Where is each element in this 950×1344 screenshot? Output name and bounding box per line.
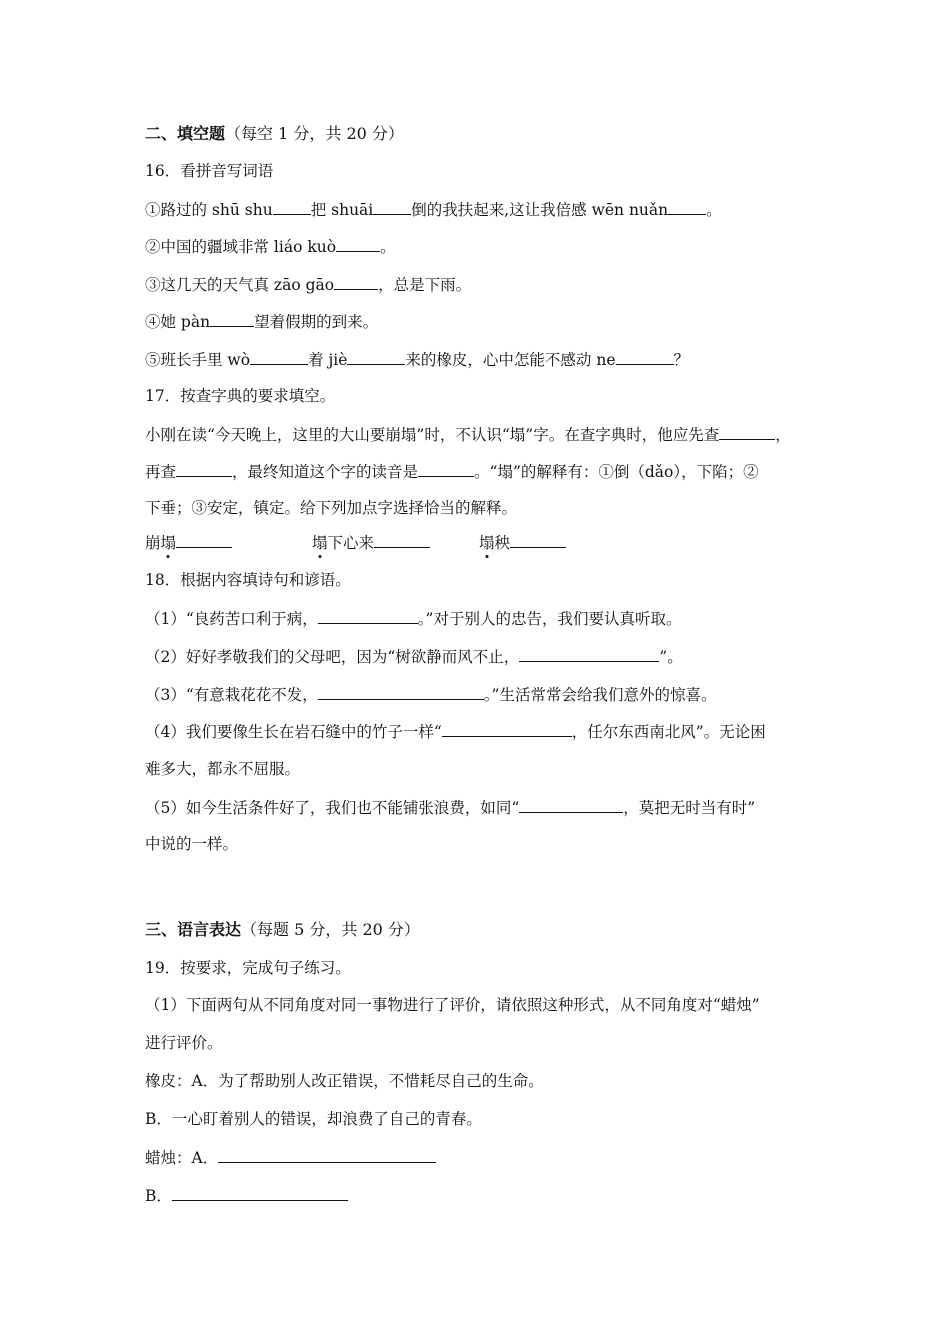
- q18-2-blank[interactable]: [519, 646, 659, 662]
- q18-5-text-b: ，莫把无时当有时”: [623, 799, 756, 817]
- q16-3-text-b: ，总是下雨。: [378, 276, 472, 294]
- q18-1-text-a: （1）“良药苦口利于病，: [145, 610, 318, 628]
- q16-1-blank-3[interactable]: [668, 199, 706, 215]
- q19-example-b: B．一心盯着别人的错误，却浪费了自己的青春。: [145, 1110, 482, 1128]
- q17-word-2: [312, 532, 430, 553]
- q19-prompt-1: （1）下面两句从不同角度对同一事物进行了评价，请依照这种形式，从不同角度对“蜡烛”: [145, 996, 760, 1014]
- q16-4-text-b: 望着假期的到来。: [254, 313, 379, 331]
- q17-word-2-rest: 下心来: [327, 534, 375, 552]
- q17-2-text-a: 再查: [145, 463, 177, 481]
- q18-title: 18．根据内容填诗句和谚语。: [145, 571, 351, 589]
- q16-line-3: [145, 274, 810, 295]
- q19-answer-b: [145, 1185, 810, 1206]
- q17-1-text-a: 小刚在读“今天晚上，这里的大山要崩塌”时，不认识“塌”字。在查字典时，他应先查: [145, 426, 720, 444]
- q19-answer-a-label: 蜡烛：A．: [145, 1149, 219, 1167]
- q18-item-4: [145, 721, 810, 742]
- q17-blank-strokes[interactable]: [176, 461, 232, 477]
- q19-title: 19．按要求，完成句子练习。: [145, 959, 351, 977]
- q19-answer-a-blank[interactable]: [218, 1147, 436, 1163]
- q18-item-5: [145, 797, 810, 818]
- q17-words-row: [145, 532, 810, 554]
- q16-5-text-d: ？: [673, 351, 690, 369]
- q16-4-blank[interactable]: [210, 311, 254, 327]
- q18-4-text-a: （4）我们要像生长在岩石缝中的竹子一样“: [145, 723, 442, 741]
- q16-1-text-b: 把 shuāi: [310, 201, 374, 219]
- q17-blank-reading[interactable]: [418, 461, 474, 477]
- q16-5-text-c: 来的橡皮，心中怎能不感动 ne: [405, 351, 616, 369]
- q17-line-1: [145, 424, 810, 445]
- q18-3-blank[interactable]: [318, 684, 484, 700]
- q17-word-1-dotted-char: 塌: [160, 534, 177, 552]
- q16-5-blank-3[interactable]: [616, 349, 674, 365]
- q17-word-1-blank[interactable]: [176, 532, 232, 548]
- q16-3-text-a: ③这几天的天气真 zāo gāo: [145, 276, 335, 294]
- section-3-heading: [145, 920, 810, 940]
- q18-3-text-b: 。”生活常常会给我们意外的惊喜。: [483, 686, 717, 704]
- section-2-heading: [145, 124, 810, 144]
- q16-5-text-a: ⑤班长手里 wò: [145, 351, 251, 369]
- q16-2-blank[interactable]: [336, 236, 380, 252]
- q17-2-text-c: 。“塌”的解释有：①倒（dǎo），下陷；②: [474, 463, 759, 481]
- q18-1-text-b: 。”对于别人的忠告，我们要认真听取。: [417, 610, 682, 628]
- q18-3-text-a: （3）“有意栽花花不发，: [145, 686, 318, 704]
- q16-line-5: [145, 349, 810, 370]
- q17-2-text-b: ，最终知道这个字的读音是: [232, 463, 419, 481]
- q19-example-a: 橡皮：A．为了帮助别人改正错误，不惜耗尽自己的生命。: [145, 1072, 544, 1090]
- q18-item-4-cont: 难多大，都永不屈服。: [145, 760, 301, 778]
- q17-word-3-blank[interactable]: [510, 532, 566, 548]
- q16-1-blank-2[interactable]: [373, 199, 411, 215]
- q18-item-5-cont: 中说的一样。: [145, 835, 239, 853]
- q18-2-text-b: ”。: [659, 648, 683, 666]
- q18-4-blank[interactable]: [442, 721, 572, 737]
- q16-1-text-a: ①路过的 shū shu: [145, 201, 273, 219]
- q17-word-2-dotted-char: 塌: [312, 534, 328, 552]
- q16-1-blank-1[interactable]: [273, 199, 311, 215]
- q16-line-4: [145, 311, 810, 332]
- q19-answer-b-blank[interactable]: [172, 1185, 348, 1201]
- q18-2-text-a: （2）好好孝敬我们的父母吧，因为“树欲静而风不止，: [145, 648, 520, 666]
- q17-word-1: [145, 532, 232, 553]
- q16-5-text-b: 着 jiè: [308, 351, 348, 369]
- q17-title: 17．按查字典的要求填空。: [145, 387, 336, 405]
- q16-3-blank[interactable]: [334, 274, 378, 290]
- q19-prompt-2: 进行评价。: [145, 1034, 223, 1052]
- q18-1-blank[interactable]: [318, 608, 418, 624]
- section-2-title: 二、填空题: [145, 124, 226, 143]
- section-3-title: 三、语言表达: [145, 920, 242, 939]
- q17-word-3-rest: 秧: [494, 534, 511, 552]
- q17-blank-radical[interactable]: [719, 424, 775, 440]
- section-3-score-note: （每题 5 分，共 20 分）: [241, 920, 420, 939]
- q19-answer-a: [145, 1147, 810, 1168]
- q18-5-text-a: （5）如今生活条件好了，我们也不能铺张浪费，如同“: [145, 799, 520, 817]
- q18-5-blank[interactable]: [519, 797, 623, 813]
- q16-4-text-a: ④她 pàn: [145, 313, 211, 331]
- q19-answer-b-label: B．: [145, 1187, 172, 1205]
- q18-item-1: [145, 608, 810, 629]
- q16-2-text-a: ②中国的疆域非常 liáo kuò: [145, 238, 337, 256]
- q16-1-text-d: 。: [706, 201, 722, 219]
- q17-1-text-b: ，: [775, 426, 791, 444]
- q17-word-2-blank[interactable]: [374, 532, 430, 548]
- q16-title: 16．看拼音写词语: [145, 162, 274, 180]
- q17-word-3: [479, 532, 566, 553]
- q16-line-1: [145, 199, 810, 220]
- q17-word-1-char: 崩: [145, 534, 161, 552]
- q16-1-text-c: 倒的我扶起来,这让我倍感 wēn nuǎn: [411, 201, 669, 219]
- q16-5-blank-2[interactable]: [347, 349, 405, 365]
- q18-item-3: [145, 684, 810, 705]
- q16-2-text-b: 。: [380, 238, 396, 256]
- q17-line-2: [145, 461, 810, 482]
- q16-5-blank-1[interactable]: [250, 349, 308, 365]
- q16-line-2: [145, 236, 810, 257]
- q18-item-2: [145, 646, 810, 667]
- q17-word-3-dotted-char: 塌: [479, 534, 495, 552]
- q17-line-3: 下垂；③安定，镇定。给下列加点字选择恰当的解释。: [145, 499, 518, 517]
- q18-4-text-b: ，任尔东西南北风”。无论困: [571, 723, 766, 741]
- section-2-score-note: （每空 1 分，共 20 分）: [225, 124, 404, 143]
